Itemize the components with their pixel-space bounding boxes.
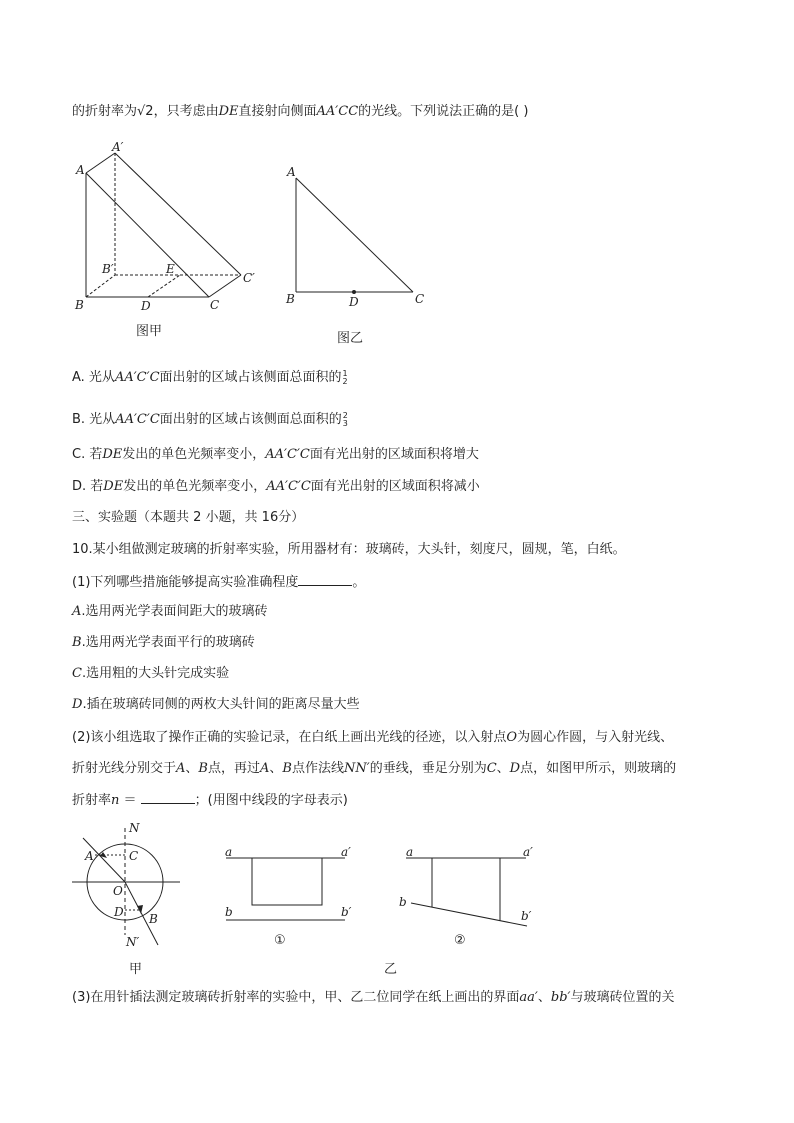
label-E: E	[166, 262, 175, 276]
label-b-prime: b′	[341, 905, 352, 919]
intro-text: 的折射率为	[72, 104, 138, 119]
label-b: b	[225, 905, 233, 919]
sqrt-2: √2	[137, 104, 154, 119]
caption-jia: 图甲	[136, 324, 163, 339]
label-N: N	[129, 821, 140, 835]
label-B: B	[75, 298, 84, 312]
label-C: C	[129, 849, 139, 863]
label-b-prime: b′	[521, 909, 532, 923]
label-A: A	[76, 163, 85, 177]
label-B-prime: B′	[102, 262, 114, 276]
segment-de: DE	[218, 104, 239, 119]
label-O: O	[113, 884, 123, 898]
label-C-prime: C′	[243, 271, 255, 285]
label-B: B	[286, 292, 295, 306]
option-a: A. 光从AA′C′C面出射的区域占该侧面总面积的 1 2	[72, 368, 348, 386]
intro-text: 直接射向侧面	[238, 104, 317, 119]
label-D: D	[349, 295, 359, 309]
answer-blank[interactable]	[141, 791, 195, 804]
label-B: B	[149, 912, 158, 926]
caption-yi: 图乙	[337, 331, 364, 346]
q10-part3: (3)在用针插法测定玻璃砖折射率的实验中，甲、乙二位同学在纸上画出的界面aa′、bb′与玻璃砖位置的关	[72, 990, 675, 1005]
label-C: C	[415, 292, 425, 306]
intro-question: 的光线。下列说法正确的是( )	[358, 104, 529, 119]
face-label: AA′C′C	[114, 370, 160, 385]
label-a-prime: a′	[523, 845, 533, 859]
label-A: A	[287, 165, 296, 179]
circle-figure	[72, 828, 180, 945]
caption-jia-circle: 甲	[129, 962, 143, 977]
option-d: D. 若DE发出的单色光频率变小，AA′C′C面有光出射的区域面积将减小	[72, 479, 480, 494]
intro-text: ，只考虑由	[153, 104, 219, 119]
slab-figure-2	[406, 858, 527, 926]
choice-b: B.选用两光学表面平行的玻璃砖	[72, 635, 255, 650]
q10-part2-line3: 折射率n ＝ ；(用图中线段的字母表示)	[72, 793, 348, 808]
choice-d: D.插在玻璃砖同侧的两枚大头针间的距离尽量大些	[72, 697, 360, 712]
label-a-prime: a′	[341, 845, 351, 859]
choice-a: A.选用两光学表面间距大的玻璃砖	[72, 604, 268, 619]
option-b: B. 光从AA′C′C面出射的区域占该侧面总面积的 2 3	[72, 410, 348, 428]
option-c: C. 若DE发出的单色光频率变小，AA′C′C面有光出射的区域面积将增大	[72, 447, 479, 462]
label-C: C	[210, 298, 220, 312]
subfig-2-label: ②	[454, 933, 466, 948]
label-a: a	[406, 845, 414, 859]
face-label: AA′C′C	[115, 412, 160, 427]
subfig-1-label: ①	[274, 933, 286, 948]
fraction-two-thirds: 2 3	[342, 410, 348, 428]
q10-stem: 10.某小组做测定玻璃的折射率实验，所用器材有：玻璃砖，大头针，刻度尺，圆规，笔，白纸。	[72, 542, 626, 557]
q10-part2-line1: (2)该小组选取了操作正确的实验记录，在白纸上画出光线的径迹，以入射点O为圆心作圆，与入射光线、	[72, 730, 674, 745]
label-D: D	[114, 905, 124, 919]
label-A-prime: A′	[112, 140, 124, 154]
label-D: D	[141, 299, 151, 313]
q10-part1: (1)下列哪些措施能够提高实验准确程度 。	[72, 575, 366, 590]
caption-yi-slabs: 乙	[384, 962, 398, 977]
slab-figure-1	[226, 858, 345, 920]
face-label: AA′CC	[316, 104, 359, 119]
fraction-one-half: 1 2	[342, 368, 348, 386]
triangle-figure-yi	[296, 178, 413, 292]
answer-blank[interactable]	[298, 573, 352, 586]
label-A: A	[85, 849, 94, 863]
section-heading: 三、实验题（本题共 2 小题，共 16分）	[72, 510, 305, 525]
label-N-prime: N′	[126, 935, 140, 949]
point-D	[352, 290, 356, 294]
q10-part2-line2: 折射光线分别交于A、B点，再过A、B点作法线NN′的垂线，垂足分别为C、D点，如图甲所示，则玻璃的	[72, 761, 677, 776]
label-a: a	[225, 845, 233, 859]
label-b: b	[399, 895, 407, 909]
choice-c: C.选用粗的大头针完成实验	[72, 666, 230, 681]
